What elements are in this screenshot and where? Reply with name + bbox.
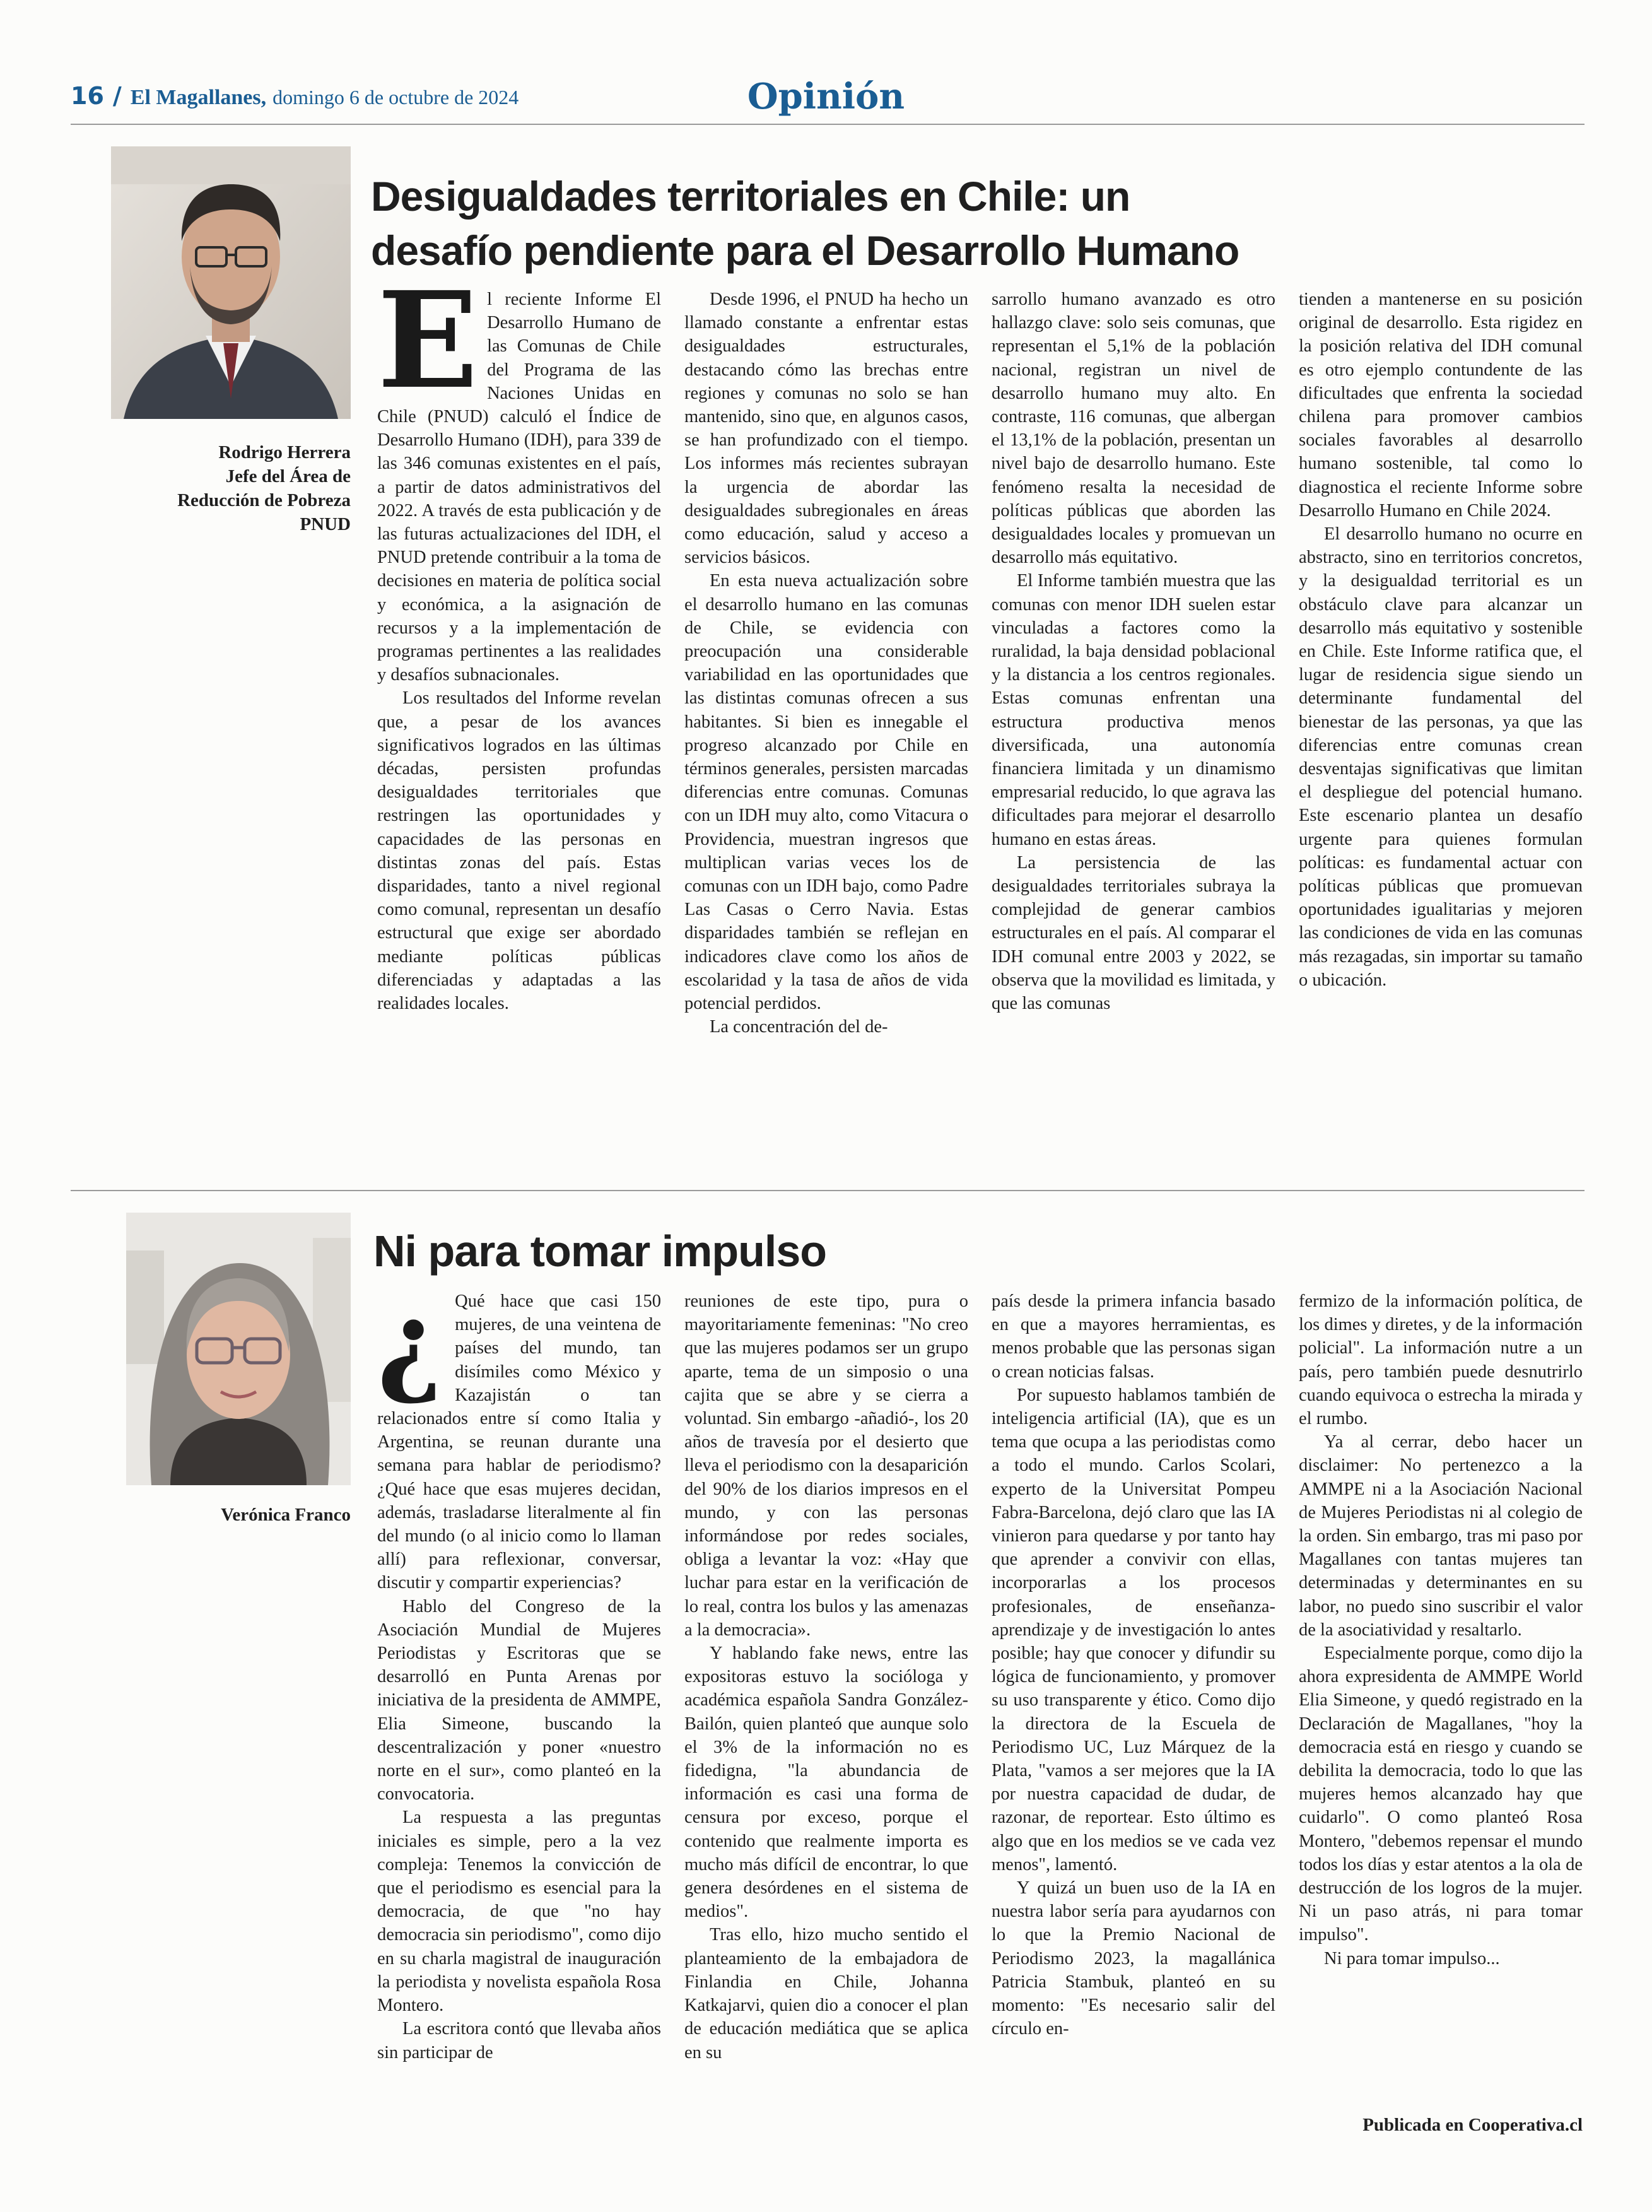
author-photo-veronica-franco — [126, 1213, 351, 1485]
paragraph: Y quizá un buen uso de la IA en nuestra labor sería para ayudarnos con lo que la Premio Nacional de Periodismo 2023, la magallánica Patricia Stambuk, planteó en su momento: "Es necesario salir del círculo en- — [992, 1878, 1275, 2039]
article1-column-3 — [992, 288, 1275, 1177]
author-caption-1 — [111, 440, 351, 536]
paragraph: Hablo del Congreso de la Asociación Mundial de Mujeres Periodistas y Escritoras que se desarrolló en Punta Arenas por iniciativa de la presidenta de AMMPE, Elia Simeone, buscando la descentralización y poner «nuestro norte en el sur», como planteó en la convocatoria. — [377, 1596, 661, 1804]
paragraph: El desarrollo humano no ocurre en abstracto, sino en territorios concretos, y la desigualdad territorial es un obstáculo clave para alcanzar un desarrollo más equitativo y sostenible en Chile. Este Informe ratifica que, el lugar de residencia sigue siendo un determinante fundamental del bienestar de las personas, ya que las diferencias entre comunas crean desventajas significativas que limitan el despliegue del potencial humano. Este escenario plantea un desafío urgente para quienes formulan políticas: es fundamental actuar con políticas públicas que promuevan oportunidades igualitarias y mejoren las condiciones de vida en las comunas más rezagadas, sin importar su tamaño o ubicación. — [1299, 524, 1583, 990]
paragraph: Y hablando fake news, entre las expositoras estuvo la socióloga y académica española Sandra González-Bailón, quien planteó que aunque solo el 3% de la información no es fidedigna, "la abundancia de información es casi una forma de censura por exceso, porque el contenido que realmente importa es mucho más difícil de encontrar, lo que genera desórdenes en el sistema de medios". — [684, 1644, 968, 1922]
paragraph: Desde 1996, el PNUD ha hecho un llamado constante a enfrentar estas desigualdades estructurales, destacando cómo las brechas entre regiones y comunas no solo se han mantenido, sino que, en algunos casos, se han profundizado con el tiempo. Los informes más recientes subrayan la urgencia de abordar las desigualdades subregionales en áreas como educación, salud y acceso a servicios básicos. — [684, 290, 968, 568]
header-rule — [71, 124, 1585, 125]
paragraph: Especialmente porque, como dijo la ahora expresidenta de AMMPE World Elia Simeone, y quedó registrado en la Declaración de Magallanes, "hoy la democracia está en riesgo y cuando se debilita la democracia, todo lo que las mujeres hemos alcanzado hay que cuidarlo". O como planteó Rosa Montero, "debemos repensar el mundo todos los días y estar atentos a la ola de destrucción de los logros de la mujer. Ni un paso atrás, ni para tomar impulso". — [1299, 1644, 1583, 1945]
article-divider — [71, 1190, 1585, 1191]
paragraph: En esta nueva actualización sobre el desarrollo humano en las comunas de Chile, se evidencia con preocupación una considerable variabilidad en las oportunidades que las distintas comunas ofrecen a sus habitantes. Si bien es innegable el progreso alcanzado por Chile en términos generales, persisten marcadas diferencias entre comunas. Comunas con un IDH muy alto, como Vitacura o Providencia, muestran ingresos que multiplican varias veces los de comunas con un IDH bajo, como Padre Las Casas o Cerro Navia. Estas disparidades también se reflejan en indicadores clave como los años de escolaridad y la tasa de años de vida potencial perdidos. — [684, 571, 968, 1014]
article-title-line: Desigualdades territoriales en Chile: un — [371, 173, 1130, 220]
author-role: Jefe del Área de — [225, 466, 351, 486]
paragraph: Ni para tomar impulso... — [1324, 1948, 1500, 1968]
article-title-line: desafío pendiente para el Desarrollo Humano — [371, 227, 1239, 274]
article1-column-4 — [1299, 288, 1583, 1177]
author-photo-rodrigo-herrera — [111, 146, 351, 419]
article2-column-4 — [1299, 1290, 1583, 2103]
paragraph: Por supuesto hablamos también de inteligencia artificial (IA), que es un tema que ocupa a las periodistas como a todo el mundo. Carlos Scolari, experto de la Universitat Pompeu Fabra-Barcelona, dejó claro que las IA vinieron para quedarse y por tanto hay que aprender a convivir con ellas, incorporarlas a los procesos profesionales, de enseñanza-aprendizaje y de investigación lo antes posible; hay que conocer y difundir su lógica de funcionamiento, y promover su uso transparente y ético. Como dijo la directora de la Escuela de Periodismo UC, Luz Márquez de la Plata, "vamos a ser mejores que la IA por nuestra capacidad de dudar, de razonar, de reportear. Esto último es algo que en los medios se ve cada vez menos", lamentó. — [992, 1385, 1275, 1874]
paragraph: sarrollo humano avanzado es otro hallazgo clave: solo seis comunas, que representan el 5,1% de la población nacional, registran un nivel de desarrollo humano muy alto. En contraste, 116 comunas, que albergan el 13,1% de la población, presentan un nivel bajo de desarrollo humano. Este fenómeno resalta la necesidad de políticas públicas que aborden las desigualdades locales y promuevan un desarrollo más equitativo. — [992, 290, 1275, 568]
paragraph: La escritora contó que llevaba años sin participar de — [377, 2019, 661, 2062]
article2-column-1 — [377, 1290, 661, 2173]
article1-column-1 — [377, 288, 661, 1177]
article2-column-3 — [992, 1290, 1275, 2173]
portrait-woman-image — [126, 1213, 351, 1485]
paragraph: reuniones de este tipo, pura o mayoritariamente femeninas: "No creo que las mujeres podamos ser un grupo aparte, tema de un simposio o una cajita que se abre y se cierra a voluntad. Sin embargo -añadió-, los 20 años de travesía por el desierto que lleva el periodismo con la desaparición del 90% de los diarios impresos en el mundo, y con las personas informándose por redes sociales, obliga a levantar la voz: «Hay que luchar para estar en la verificación de lo real, contra los bulos y las amenazas a la democracia». — [684, 1291, 968, 1640]
author-name: Verónica Franco — [221, 1505, 351, 1525]
publication-date: domingo 6 de octubre de 2024 — [272, 86, 519, 109]
newspaper-name: El Magallanes, — [130, 86, 267, 109]
paragraph: país desde la primera infancia basado en que a mayores herramientas, es menos probable que las personas sigan o crean noticias falsas. — [992, 1291, 1275, 1382]
paragraph: El Informe también muestra que las comunas con menor IDH suelen estar vinculadas a factores como la ruralidad, la baja densidad poblacional y la distancia a los centros regionales. Estas comunas enfrentan una estructura productiva menos diversificada, una autonomía financiera limitada y un dinamismo empresarial reducido, lo que agrava las dificultades para mejorar el desarrollo humano en estas áreas. — [992, 571, 1275, 849]
paragraph: tienden a mantenerse en su posición original de desarrollo. Esta rigidez en la posición relativa del IDH comunal es otro ejemplo contundente de las dificultades que enfrenta la sociedad chilena para promover cambios sociales favorables al desarrollo humano sostenible, tal como lo diagnostica el reciente Informe sobre Desarrollo Humano en Chile 2024. — [1299, 290, 1583, 521]
paragraph: l reciente Informe El Desarrollo Humano de las Comunas de Chile del Programa de las Naciones Unidas en Chile (PNUD) calculó el Índice de Desarrollo Humano (IDH), para 339 de las 346 comunas existentes en el país, a partir de datos administrativos del 2022. A través de esta publicación y de las futuras actualizaciones del IDH, el PNUD pretende contribuir a la toma de decisiones en materia de política social y económica, a la asignación de recursos y a la implementación de programas pertinentes a las realidades y desafíos subnacionales. — [377, 290, 661, 685]
drop-cap: E — [377, 288, 479, 418]
paragraph: Qué hace que casi 150 mujeres, de una veintena de países del mundo, tan disímiles como México y Kazajistán o tan relacionados entre sí como Italia y Argentina, se reunan durante una semana para hablar de periodismo? ¿Qué hace que esas mujeres decidan, además, trasladarse literalmente al fin del mundo (o al inicio como lo llaman allí) para reflexionar, conversar, discutir y compartir experiencias? — [377, 1291, 661, 1593]
source-signature: Publicada en Cooperativa.cl — [1362, 2115, 1583, 2135]
drop-cap: ¿ — [377, 1290, 443, 1408]
article-title: Ni para tomar impulso — [373, 1227, 827, 1276]
page-number: 16 — [71, 82, 104, 110]
article1-column-2 — [684, 288, 968, 1177]
paragraph: fermizo de la información política, de los dimes y diretes, y de la información policial". La información nutre a un país, pero también puede desnutrirlo cuando equivoca o estrecha la mirada y el rumbo. — [1299, 1291, 1583, 1429]
author-role: Reducción de Pobreza — [177, 490, 351, 510]
article-title — [371, 169, 1582, 278]
author-caption-2 — [111, 1503, 351, 1527]
paragraph: Los resultados del Informe revelan que, a pesar de los avances significativos logrados en las últimas décadas, persisten profundas desigualdades territoriales que restringen las oportunidades y capacidades de las personas en distintas zonas del país. Estas disparidades, tanto a nivel regional como comunal, representan un desafío estructural que exige ser abordado mediante políticas públicas diferenciadas y adaptadas a las realidades locales. — [377, 688, 661, 1014]
author-organization: PNUD — [300, 514, 351, 534]
author-name: Rodrigo Herrera — [218, 442, 351, 462]
paragraph: La persistencia de las desigualdades territoriales subraya la complejidad de generar cambios estructurales en el país. Al comparar el IDH comunal entre 2003 y 2022, se observa que la movilidad es limitada, y que las comunas — [992, 852, 1275, 1014]
paragraph: Ya al cerrar, debo hacer un disclaimer: No pertenezco a la AMMPE ni a la Asociación Nacional de Mujeres Periodistas ni al colegio de la orden. Sin embargo, tras mi paso por Magallanes con tantas mujeres tan determinadas y determinantes en su labor, no puedo sino suscribir el valor de la asociatividad y resaltarlo. — [1299, 1432, 1583, 1640]
portrait-man-image — [111, 146, 351, 419]
header-separator: / — [112, 82, 122, 110]
section-title: Opinión — [747, 76, 905, 117]
paragraph: Tras ello, hizo mucho sentido el planteamiento de la embajadora de Finlandia en Chile, Johanna Katkajarvi, quien dio a conocer el plan de educación mediática que se aplica en su — [684, 1925, 968, 2062]
paragraph: La concentración del de- — [710, 1017, 888, 1037]
article2-column-2 — [684, 1290, 968, 2173]
paragraph: La respuesta a las preguntas iniciales es simple, pero a la vez compleja: Tenemos la convicción de que el periodismo es esencial para la democracia, de que "no hay democracia sin periodismo", como dijo en su charla magistral de inauguración la periodista y novelista española Rosa Montero. — [377, 1808, 661, 2016]
